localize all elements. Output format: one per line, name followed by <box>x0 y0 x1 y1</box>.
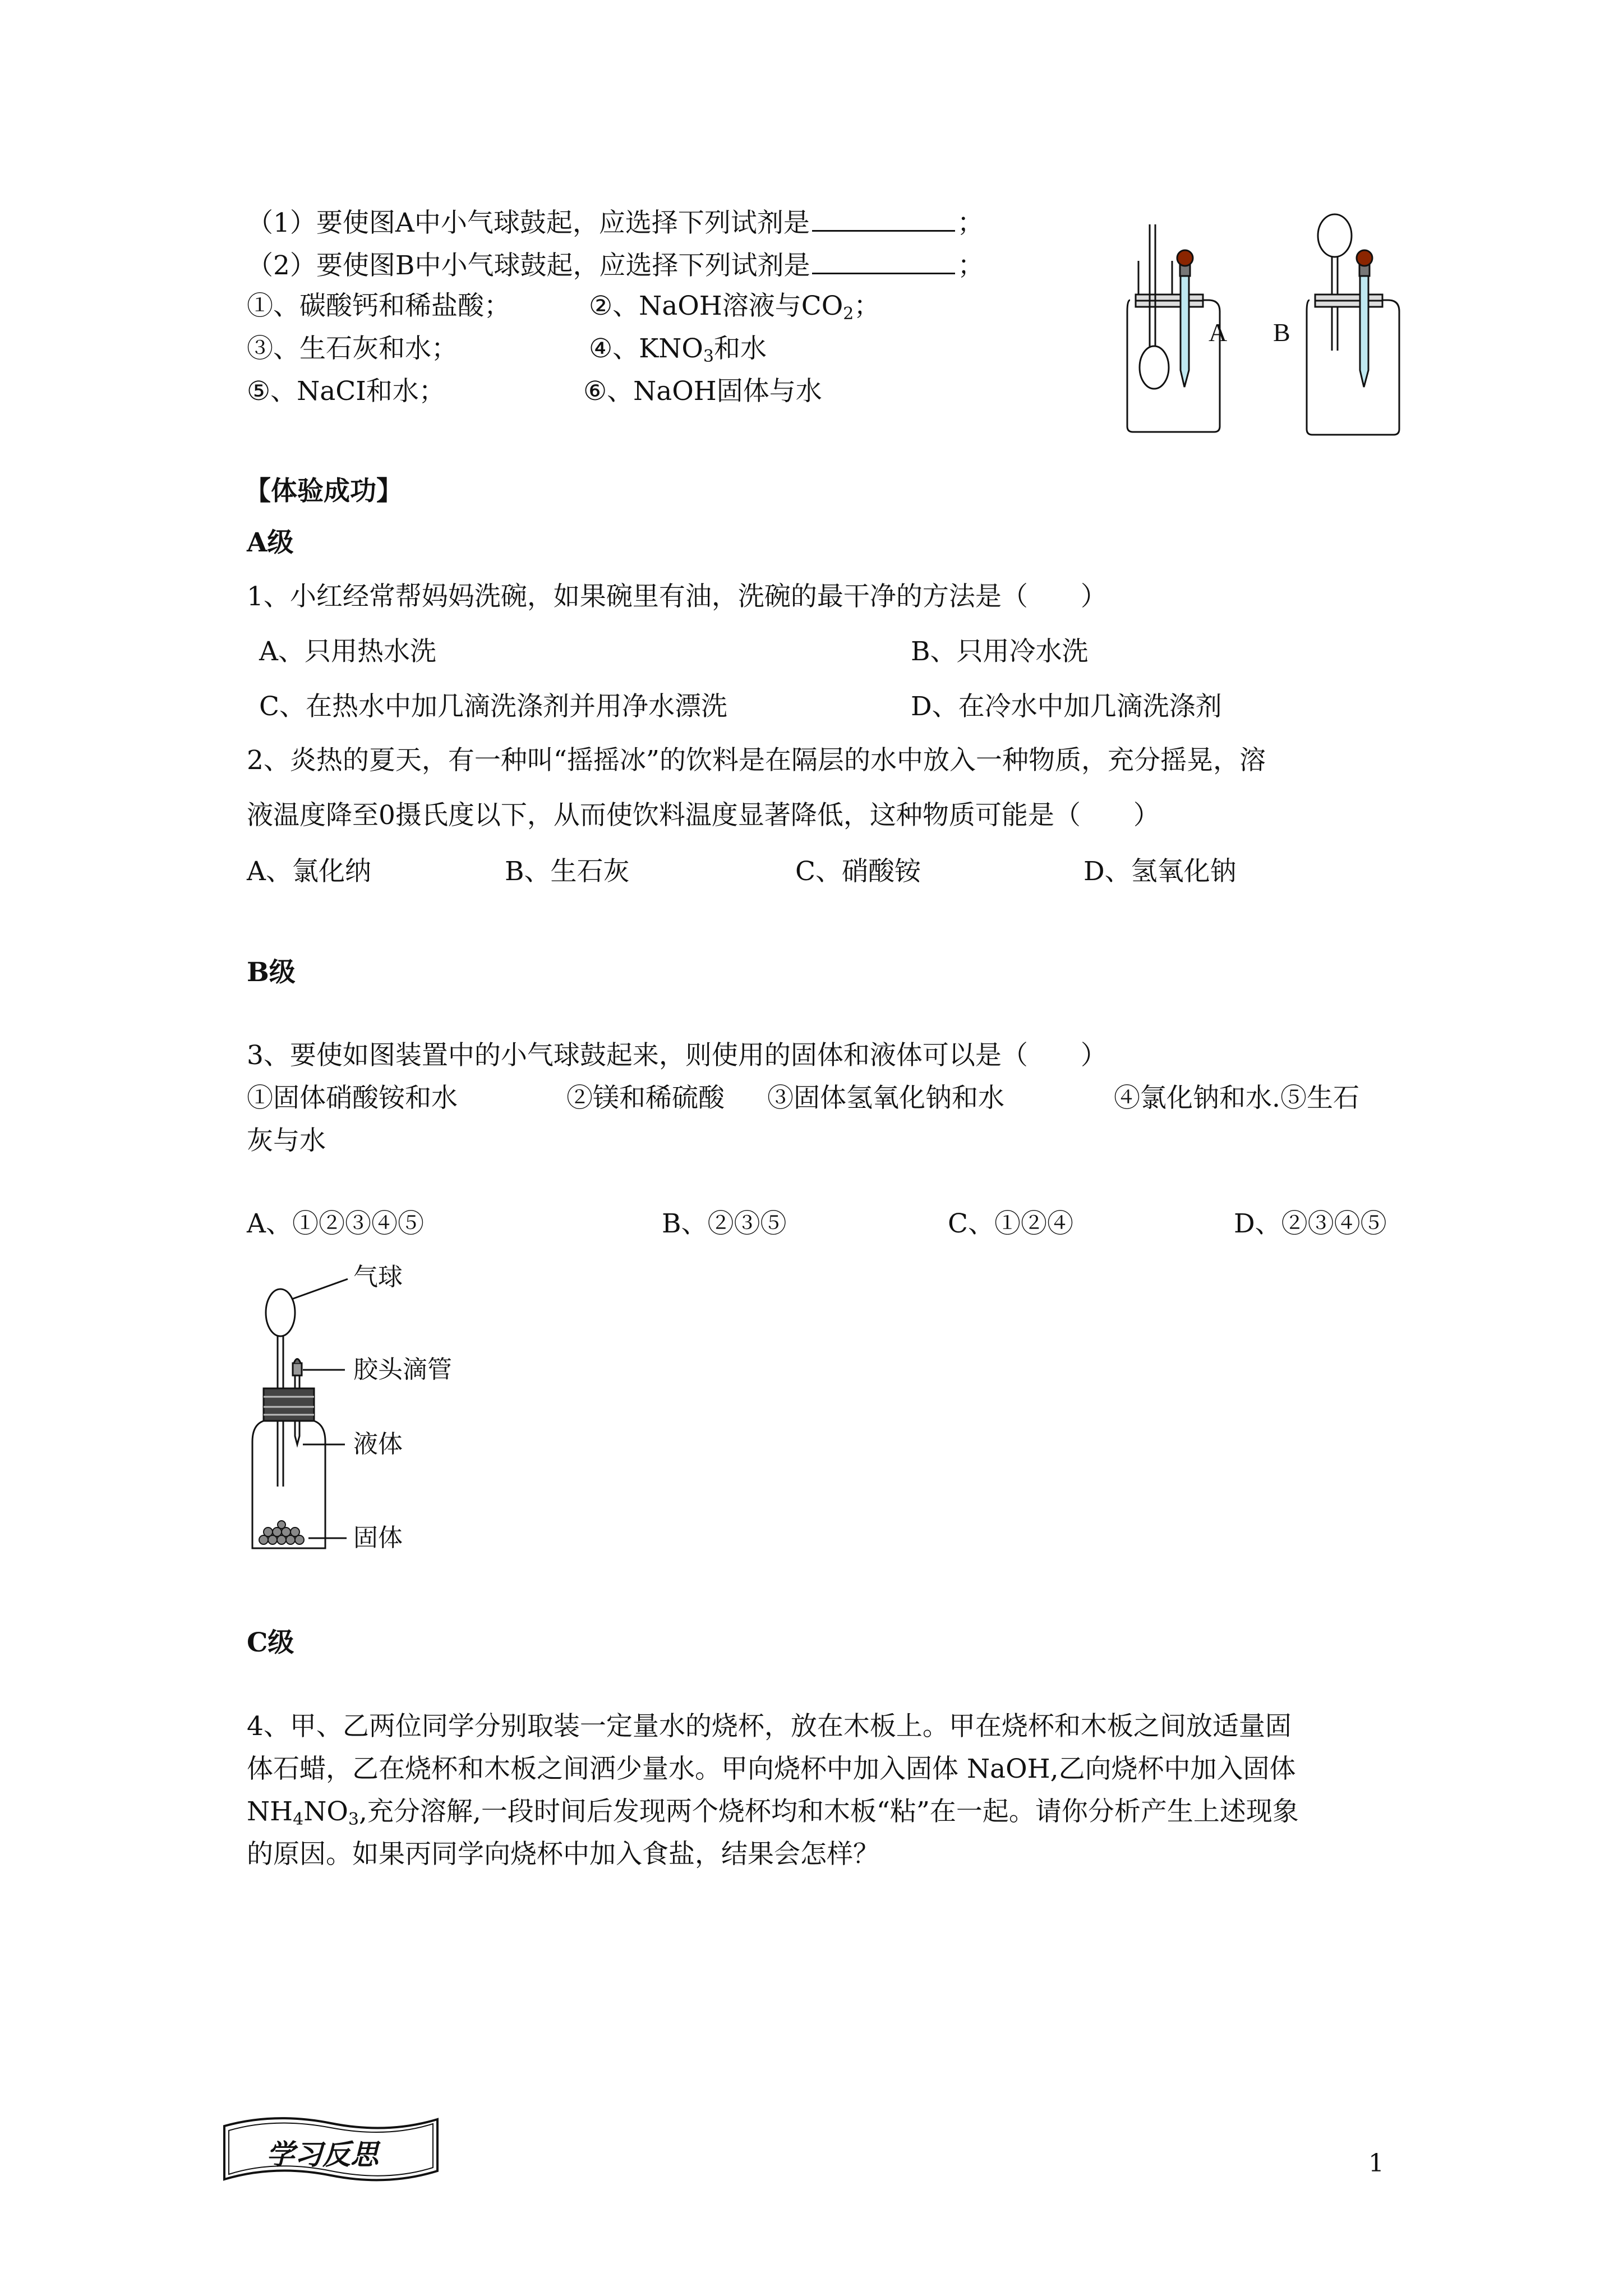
q1-option-b[interactable]: B、只用冷水洗 <box>911 636 1089 667</box>
figure-label-solid: 固体 <box>353 1524 403 1552</box>
q2-option-b[interactable]: B、生石灰 <box>505 856 630 887</box>
level-b-heading: B级 <box>247 957 296 988</box>
reagent-5: ⑤、NaCI和水； <box>247 376 445 407</box>
q3-choice-2: ②镁和稀硫酸 <box>566 1083 725 1114</box>
answer-blank-2[interactable] <box>812 251 955 274</box>
q4-line3: $NH_4NO_3$,充分溶解,一段时间后发现两个烧杯均和木板“粘”在一起。请你分析产生上述现象 <box>247 1796 1299 1829</box>
figure-label-liquid: 液体 <box>353 1430 403 1458</box>
q1-option-c[interactable]: C、在热水中加几滴洗涤剂并用净水漂洗 <box>259 691 727 722</box>
q2-option-d[interactable]: D、氢氧化钠 <box>1083 856 1237 887</box>
q3-choice-4: ④氯化钠和水.⑤生石 <box>1114 1083 1359 1114</box>
page-number: 1 <box>1368 2149 1384 2178</box>
reflection-badge-text: 学习反思 <box>266 2138 379 2171</box>
q3-apparatus-figure <box>247 1262 482 1565</box>
flask-a <box>1127 224 1220 432</box>
flask-figure-ab <box>1116 202 1408 443</box>
q4-line4: 的原因。如果丙同学向烧杯中加入食盐，结果会怎样？ <box>247 1839 879 1870</box>
q2-option-c[interactable]: C、硝酸铵 <box>795 856 921 887</box>
q3-choice-line2: 灰与水 <box>247 1125 326 1156</box>
q3-stem: 3、要使如图装置中的小气球鼓起来，则使用的固体和液体可以是（ ） <box>247 1040 1107 1071</box>
q1-stem: 1、小红经常帮妈妈洗碗，如果碗里有油，洗碗的最干净的方法是（ ） <box>247 581 1107 612</box>
q3-option-b[interactable]: B、②③⑤ <box>662 1208 787 1239</box>
q3-option-d[interactable]: D、②③④⑤ <box>1234 1208 1387 1239</box>
figure-label-balloon: 气球 <box>353 1263 403 1291</box>
q4-line2: 体石蜡，乙在烧杯和木板之间洒少量水。甲向烧杯中加入固体 NaOH,乙向烧杯中加入固体 <box>247 1754 1296 1784</box>
intro-q2: （2）要使图B中小气球鼓起，应选择下列试剂是 ； <box>247 250 984 281</box>
reagent-3: ③、生石灰和水； <box>247 333 458 364</box>
reagent-2: ②、NaOH溶液与$CO_2$； <box>589 291 880 324</box>
q3-option-c[interactable]: C、①②④ <box>948 1208 1073 1239</box>
figure-label-b: B <box>1273 318 1290 347</box>
q3-choice-1: ①固体硝酸铵和水 <box>247 1083 458 1114</box>
reagent-6: ⑥、NaOH固体与水 <box>583 376 822 407</box>
q2-stem-line1: 2、炎热的夏天，有一种叫“摇摇冰”的饮料是在隔层的水中放入一种物质，充分摇晃，溶 <box>247 745 1266 776</box>
figure-label-dropper: 胶头滴管 <box>353 1355 452 1384</box>
section-title: 【体验成功】 <box>245 476 403 507</box>
reagent-4: ④、$KNO_3$和水 <box>589 333 767 366</box>
level-c-heading: C级 <box>247 1627 294 1658</box>
q1-option-a[interactable]: A、只用热水洗 <box>259 636 436 667</box>
answer-blank-1[interactable] <box>812 209 955 232</box>
intro-q1: （1）要使图A中小气球鼓起，应选择下列试剂是 ； <box>247 208 984 238</box>
q3-option-a[interactable]: A、①②③④⑤ <box>247 1208 424 1239</box>
flask-b <box>1307 214 1399 435</box>
q1-option-d[interactable]: D、在冷水中加几滴洗涤剂 <box>911 691 1222 722</box>
q4-line1: 4、甲、乙两位同学分别取装一定量水的烧杯，放在木板上。甲在烧杯和木板之间放适量固 <box>247 1711 1292 1742</box>
q3-choice-3: ③固体氢氧化钠和水 <box>767 1083 1004 1114</box>
q2-stem-line2: 液温度降至0摄氏度以下，从而使饮料温度显著降低，这种物质可能是（ ） <box>247 800 1160 831</box>
reagent-1: ①、碳酸钙和稀盐酸； <box>247 291 510 321</box>
figure-label-a: A <box>1209 318 1228 347</box>
q2-option-a[interactable]: A、氯化纳 <box>247 856 371 887</box>
level-a-heading: A级 <box>247 527 294 558</box>
